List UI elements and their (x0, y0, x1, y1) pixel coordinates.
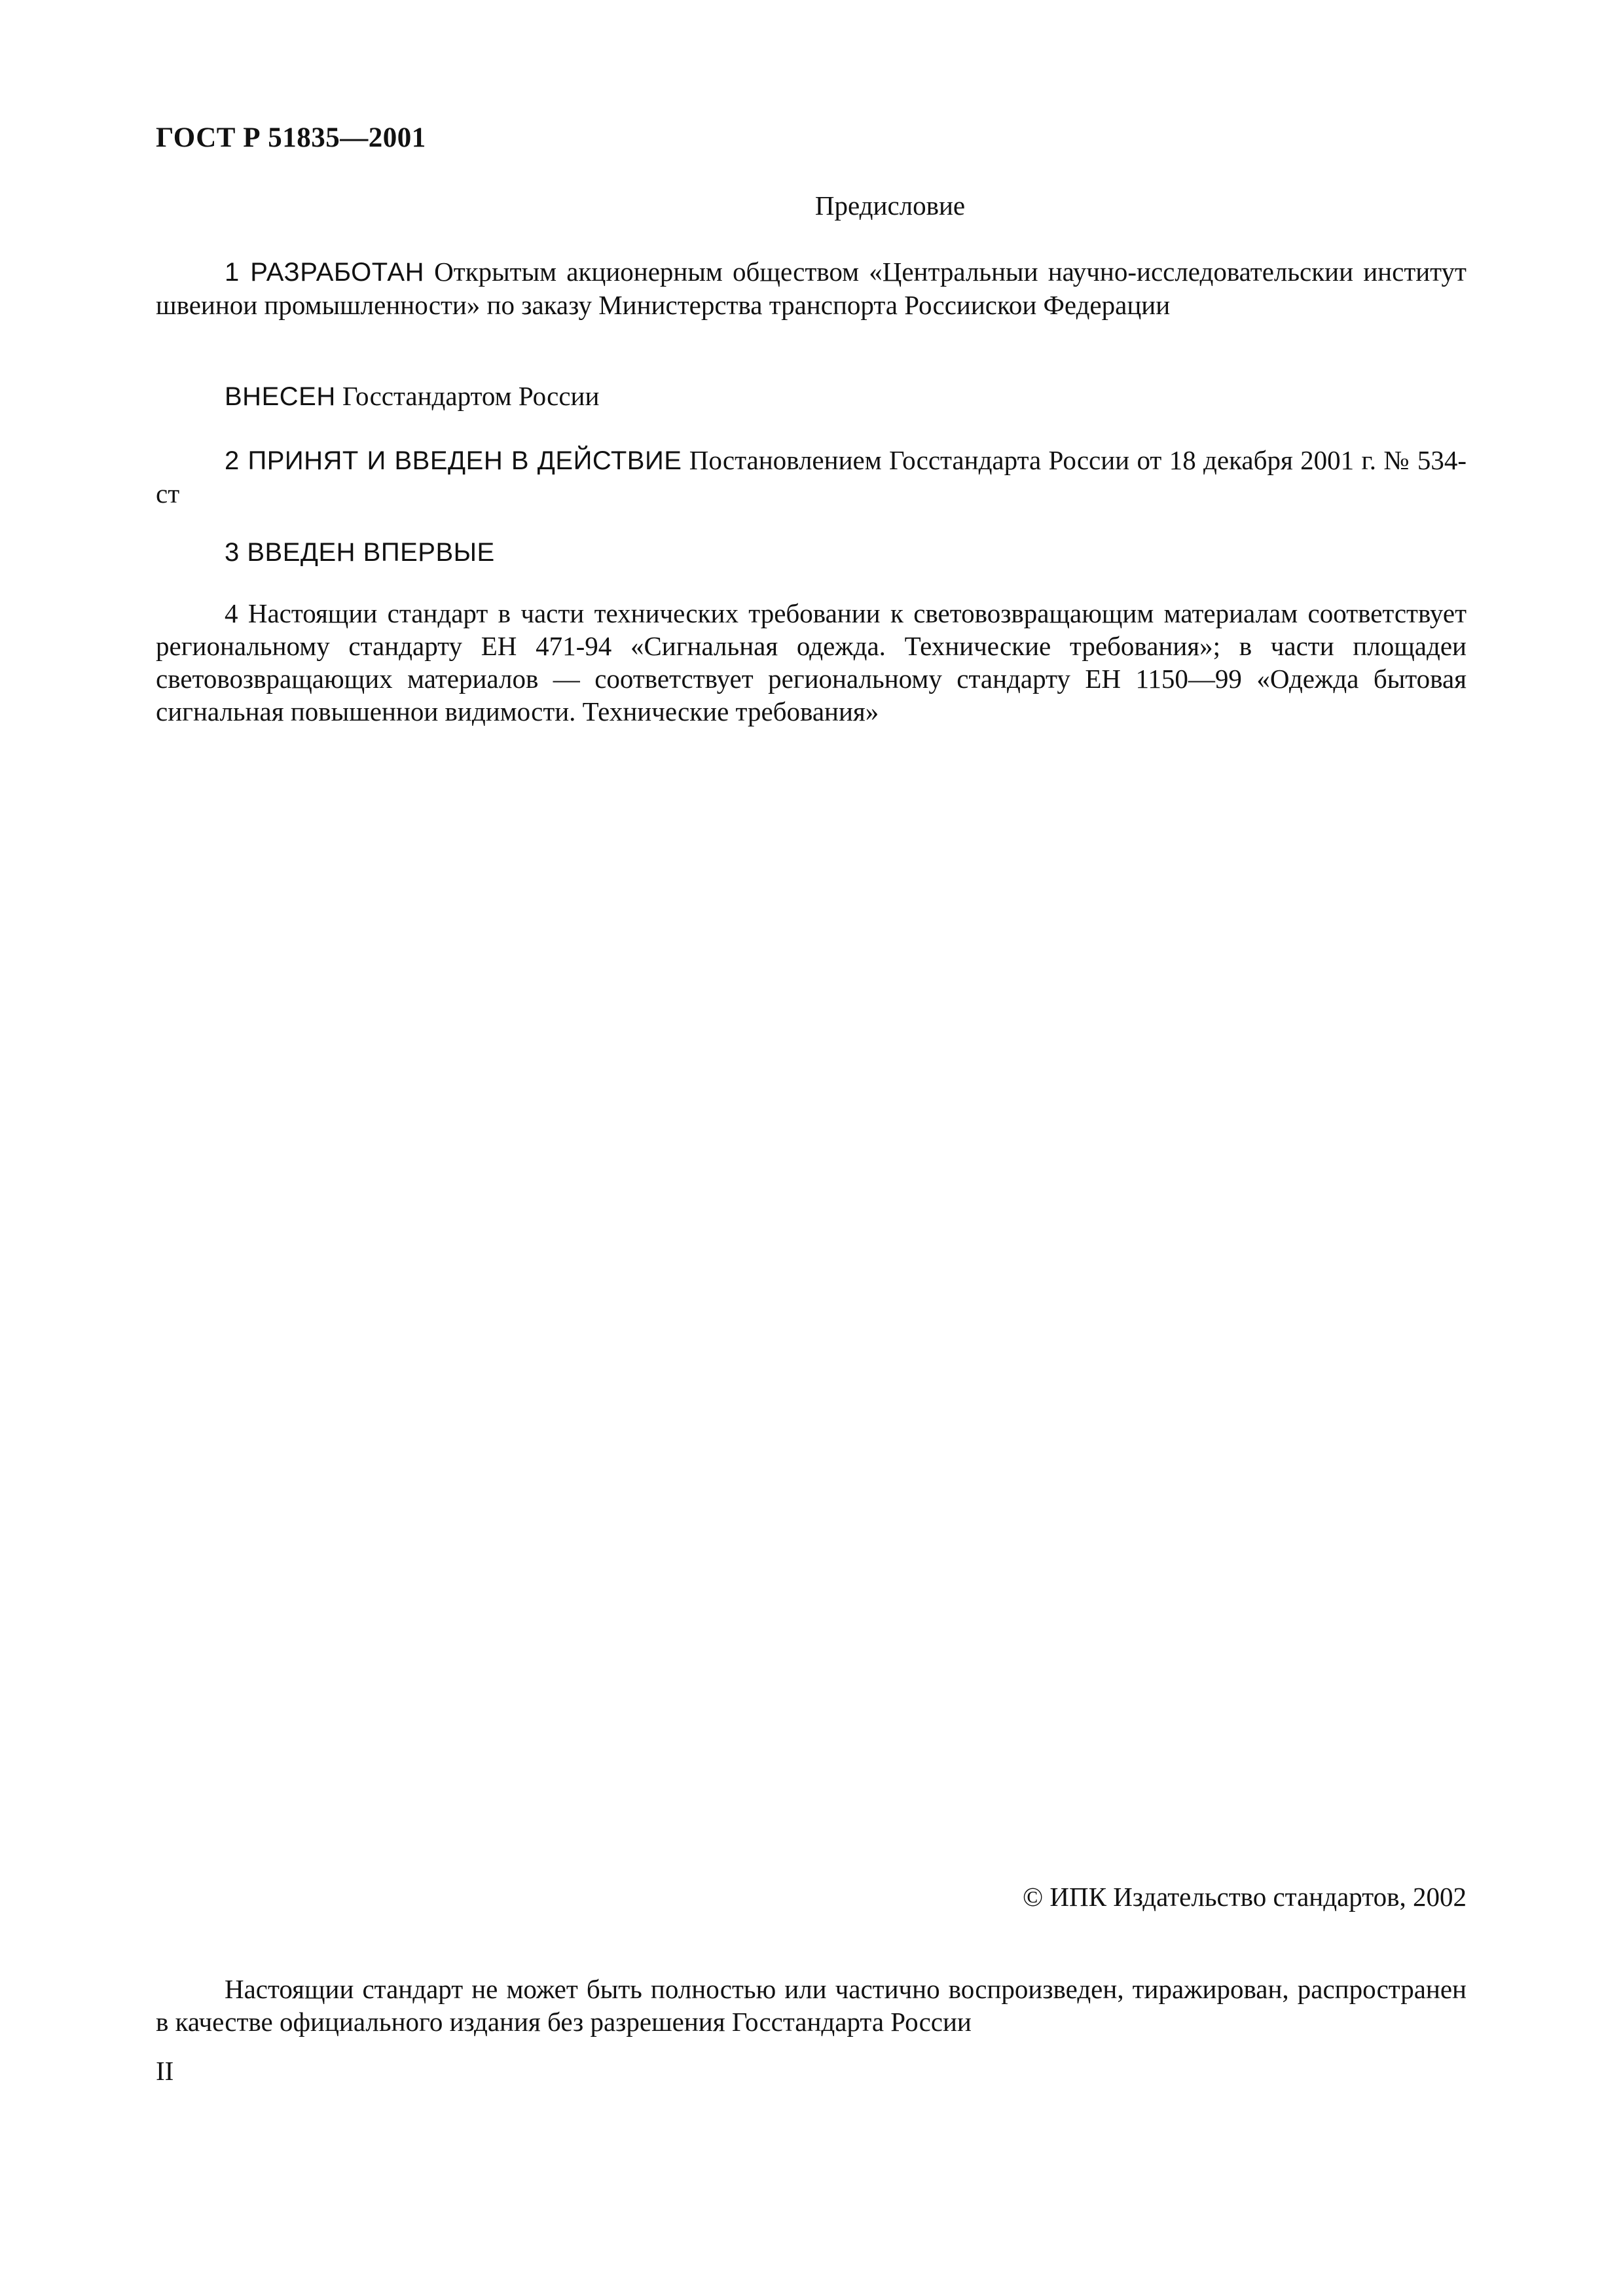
reproduction-notice (156, 1973, 1467, 2038)
item-4-text: 4 Настоящии стандарт в части технических требовании к световозвращающим материалам соответствует региональному стандарту ЕН 471-94 «Сигнальная одежда. Технические требования»; в части площадеи световозвращающих материалов — соответствует региональному стандарту ЕН 1150—99 «Одежда бытовая сигнальная повышеннои видимости. Технические требования» (156, 598, 1467, 726)
section-title-foreword: Предисловие (814, 190, 966, 221)
foreword-item-2 (156, 444, 1467, 510)
item-2-text: Постановлением Госстандарта России от 18 декабря 2001 г. № 534-ст (156, 445, 1467, 509)
item-vnesen-lead: ВНЕСЕН (225, 382, 336, 411)
copyright-line: © ИПК Издательство стандартов, 2002 (1022, 1882, 1467, 1912)
page-number: II (156, 2056, 174, 2086)
reproduction-notice-text: Настоящии стандарт не может быть полностью или частично воспроизведен, тиражирован, распространен в качестве официального издания без разрешения Госстандарта России (156, 1974, 1467, 2037)
item-1-lead: 1 РАЗРАБОТАН (225, 258, 424, 287)
foreword-item-4 (156, 597, 1467, 728)
foreword-item-3 (156, 535, 1467, 569)
foreword-item-1 (156, 255, 1467, 321)
item-vnesen-text: Госстандартом России (335, 381, 600, 411)
foreword-item-vnesen (156, 380, 1467, 413)
item-2-lead: 2 ПРИНЯТ И ВВЕДЕН В ДЕЙСТВИЕ (225, 446, 682, 475)
standard-code-header: ГОСТ Р 51835—2001 (156, 122, 426, 153)
item-1-text: Открытым акционерным обществом «Центральныи научно-исследовательскии институт швеинои промышленности» по заказу Министерства транспорта Россиискои Федерации (156, 257, 1467, 320)
item-3-lead: 3 ВВЕДЕН ВПЕРВЫЕ (225, 538, 495, 567)
